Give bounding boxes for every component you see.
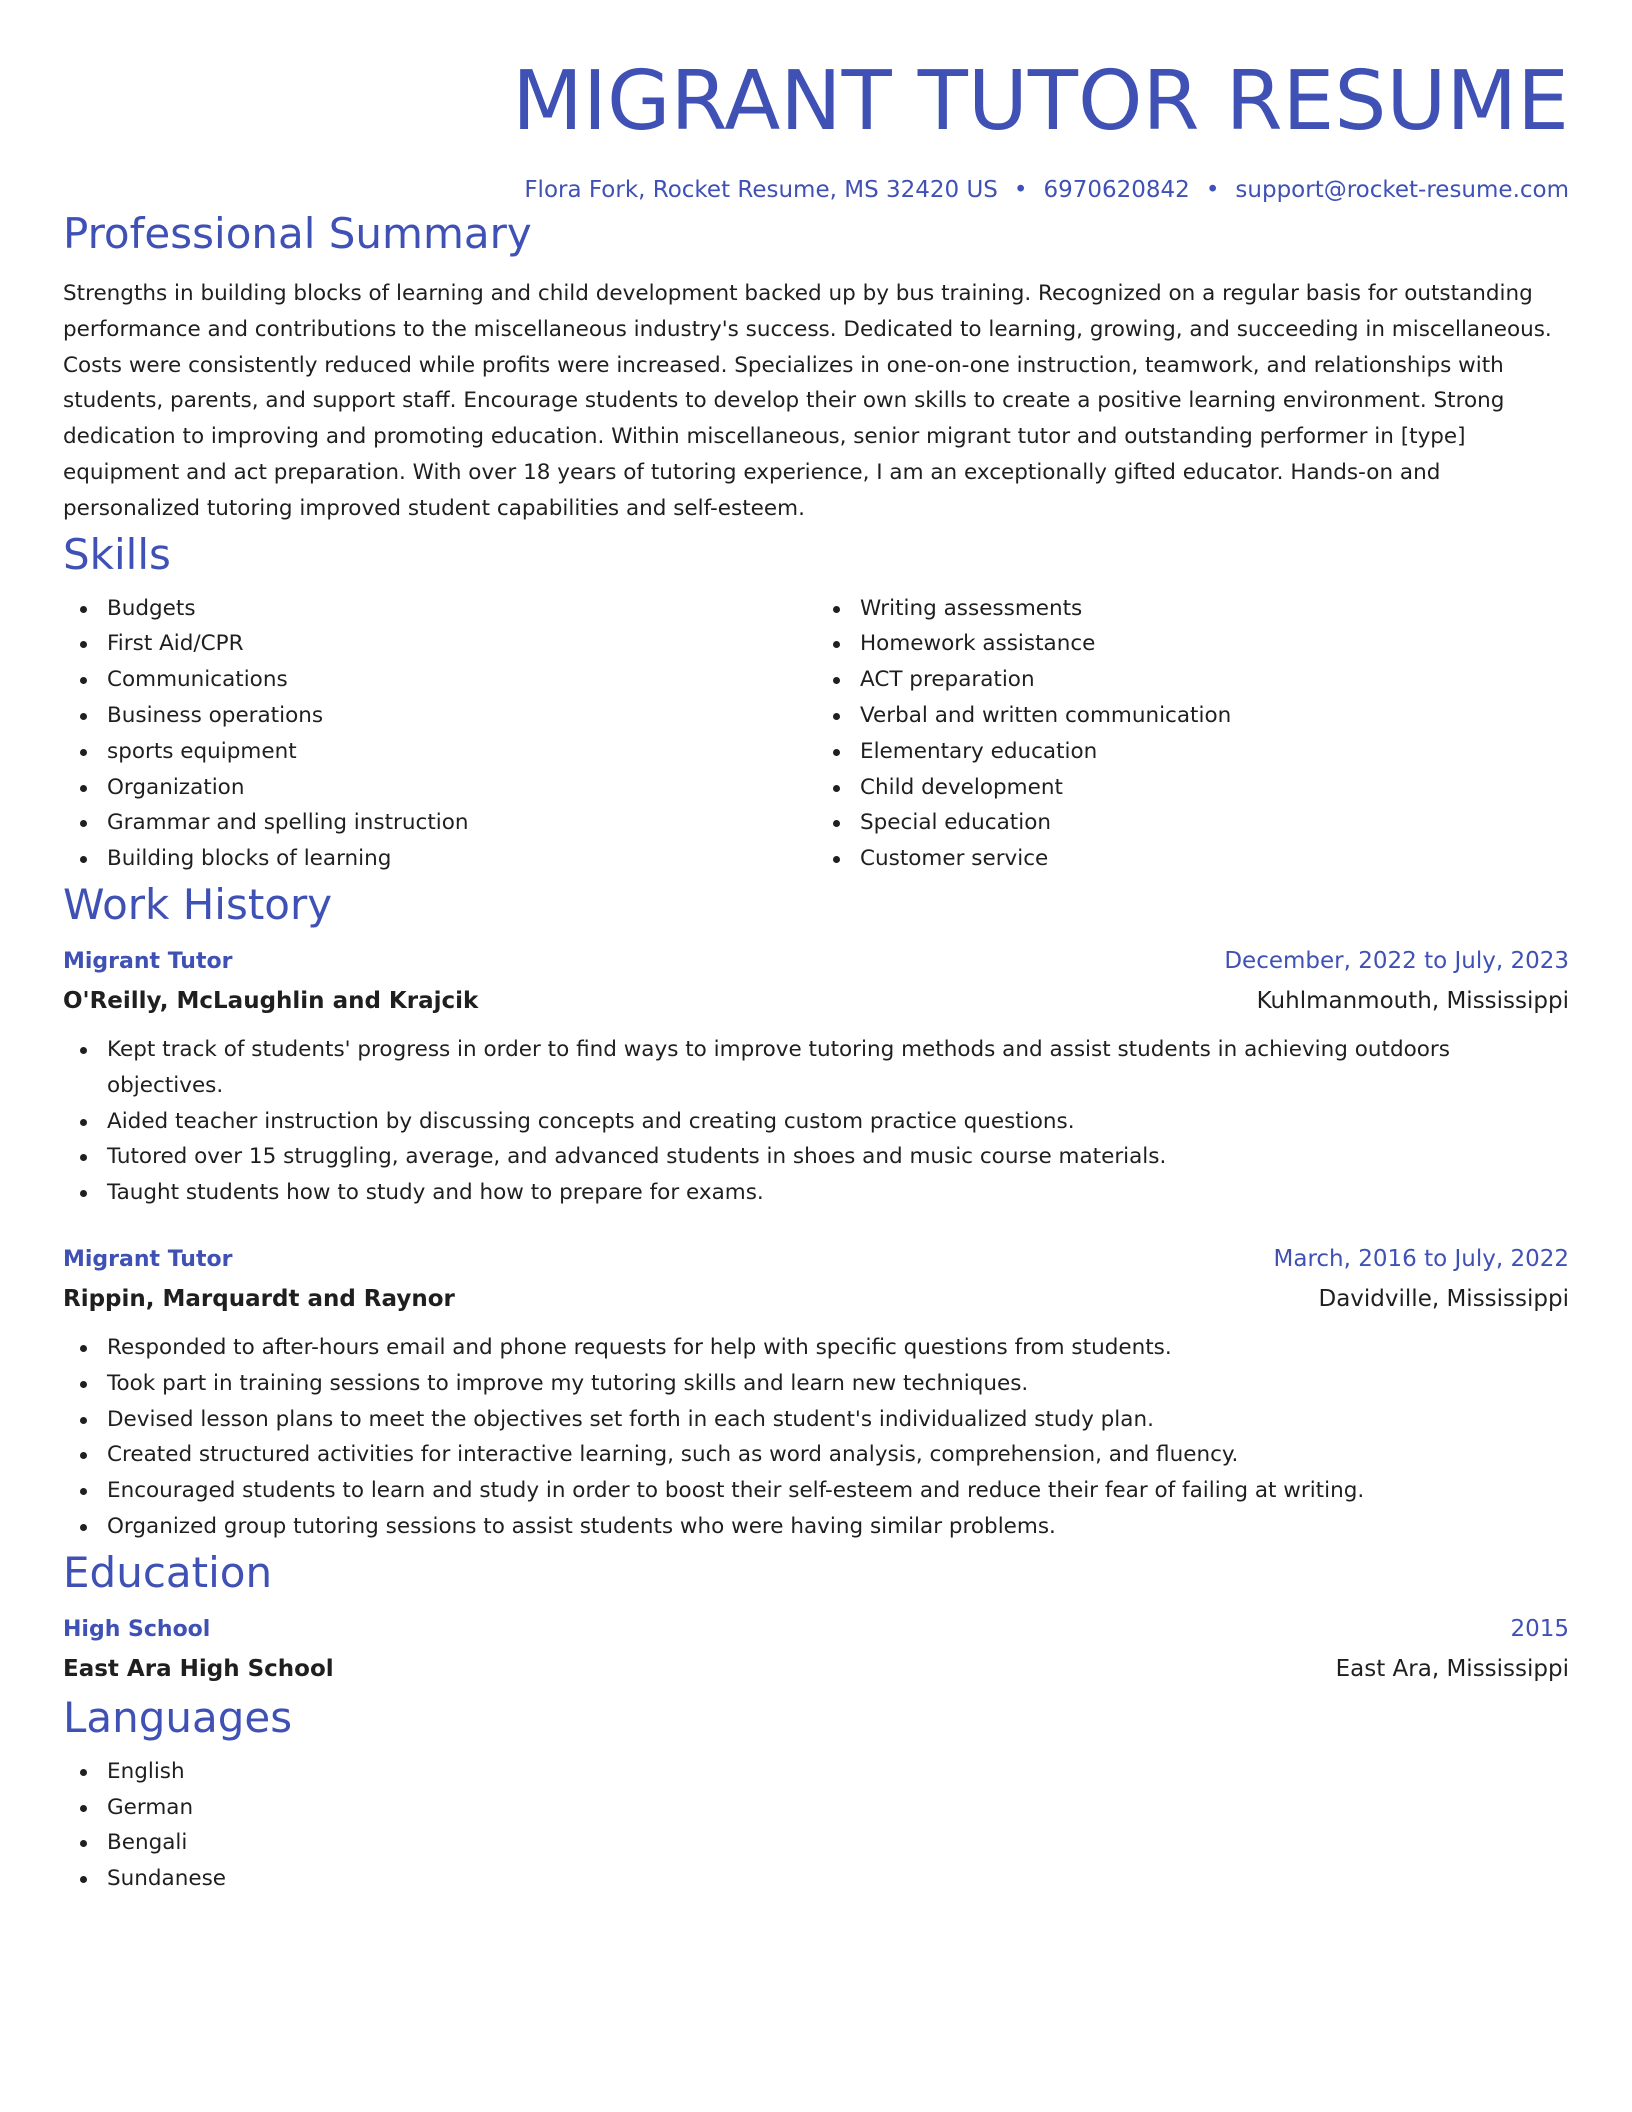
education-heading: Education: [63, 1547, 273, 1597]
job-duties: [63, 1032, 1569, 1211]
job-title: Migrant Tutor: [63, 948, 233, 974]
job-location: Davidville, Mississippi: [1318, 1285, 1569, 1312]
education-degree: High School: [63, 1616, 211, 1642]
summary-heading: Professional Summary: [63, 209, 532, 258]
skill-item: Homework assistance: [860, 626, 1569, 662]
skill-item: Special education: [860, 805, 1569, 841]
language-item: Sundanese: [107, 1861, 1569, 1897]
skill-item: ACT preparation: [860, 662, 1569, 698]
job-duty: Devised lesson plans to meet the objectives set forth in each student's individualized study plan.: [107, 1402, 1569, 1438]
skill-item: Grammar and spelling instruction: [107, 805, 816, 841]
job-company: Rippin, Marquardt and Raynor: [63, 1285, 455, 1312]
job-title: Migrant Tutor: [63, 1246, 233, 1272]
contact-separator: •: [1013, 177, 1028, 203]
job-dates: March, 2016 to July, 2022: [1273, 1245, 1569, 1272]
language-item: English: [107, 1754, 1569, 1790]
work-history-heading: Work History: [63, 879, 333, 929]
skill-item: Organization: [107, 770, 816, 806]
job-duty: Taught students how to study and how to prepare for exams.: [107, 1175, 1569, 1211]
skill-item: Verbal and written communication: [860, 698, 1569, 734]
job-entry: [63, 943, 1569, 1211]
contact-line: [63, 174, 1569, 206]
job-duty: Created structured activities for interactive learning, such as word analysis, comprehension, and fluency.: [107, 1437, 1569, 1473]
education-entry: [63, 1611, 1569, 1690]
skills-list-left: [63, 591, 816, 877]
skill-item: Budgets: [107, 591, 816, 627]
education-school: East Ara High School: [63, 1655, 334, 1682]
skill-item: First Aid/CPR: [107, 626, 816, 662]
job-duty: Organized group tutoring sessions to assist students who were having similar problems.: [107, 1509, 1569, 1545]
contact-phone: 6970620842: [1043, 177, 1190, 203]
languages-list: [63, 1754, 1569, 1897]
job-dates: December, 2022 to July, 2023: [1224, 947, 1569, 974]
language-item: Bengali: [107, 1825, 1569, 1861]
skill-item: sports equipment: [107, 734, 816, 770]
job-duty: Aided teacher instruction by discussing concepts and creating custom practice questions.: [107, 1104, 1569, 1140]
skills-list-right: [816, 591, 1569, 877]
job-duty: Kept track of students' progress in order to find ways to improve tutoring methods and assist students in achieving outdoors objectives.: [107, 1032, 1569, 1104]
skill-item: Building blocks of learning: [107, 841, 816, 877]
job-duty: Responded to after-hours email and phone requests for help with specific questions from students.: [107, 1330, 1569, 1366]
languages-heading: Languages: [63, 1692, 293, 1742]
skill-item: Writing assessments: [860, 591, 1569, 627]
skill-item: Child development: [860, 770, 1569, 806]
skills-columns: [63, 591, 1569, 877]
education-location: East Ara, Mississippi: [1335, 1655, 1569, 1682]
contact-address: Flora Fork, Rocket Resume, MS 32420 US: [524, 177, 998, 203]
languages-block: [63, 1754, 1569, 1897]
job-duty: Took part in training sessions to improve my tutoring skills and learn new techniques.: [107, 1366, 1569, 1402]
job-location: Kuhlmanmouth, Mississippi: [1256, 987, 1569, 1014]
contact-separator: •: [1205, 177, 1220, 203]
job-duties: [63, 1330, 1569, 1545]
skill-item: Customer service: [860, 841, 1569, 877]
job-entry: [63, 1241, 1569, 1545]
job-company: O'Reilly, McLaughlin and Krajcik: [63, 987, 479, 1014]
skill-item: Elementary education: [860, 734, 1569, 770]
job-duty: Tutored over 15 struggling, average, and advanced students in shoes and music course materials.: [107, 1139, 1569, 1175]
language-item: German: [107, 1790, 1569, 1826]
resume-title: MIGRANT TUTOR RESUME: [512, 54, 1569, 149]
education-year: 2015: [1510, 1615, 1569, 1642]
skill-item: Business operations: [107, 698, 816, 734]
skills-heading: Skills: [63, 529, 171, 579]
summary-text: Strengths in building blocks of learning and child development backed up by bus training. Recognized on a regular basis for outstanding performance and contributions to the miscellaneous industry's success. Dedicated to learning, growing, and succeeding in miscellaneous. Costs were consistently reduced while profits were increased. Specializes in one-on-one instruction, teamwork, and relationships with students, parents, and support staff. Encourage students to develop their own skills to create a positive learning environment. Strong dedication to improving and promoting education. Within miscellaneous, senior migrant tutor and outstanding performer in [type] equipment and act preparation. With over 18 years of tutoring experience, I am an exceptionally gifted educator. Hands-on and personalized tutoring improved student capabilities and self-esteem.: [63, 281, 1552, 521]
job-duty: Encouraged students to learn and study in order to boost their self-esteem and reduce their fear of failing at writing.: [107, 1473, 1569, 1509]
contact-email: support@rocket-resume.com: [1235, 177, 1569, 203]
skill-item: Communications: [107, 662, 816, 698]
